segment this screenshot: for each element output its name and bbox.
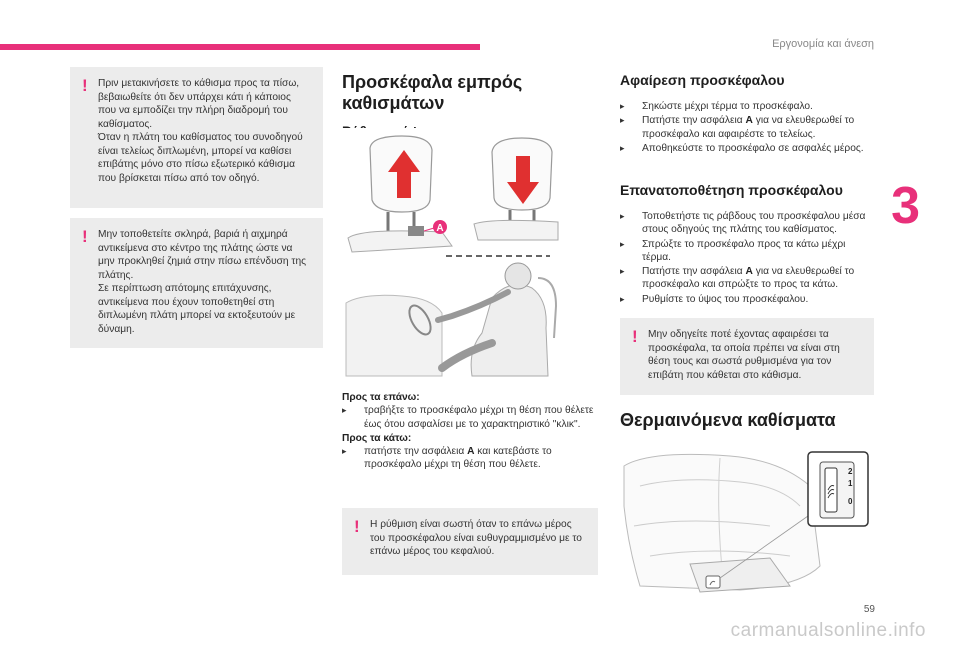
list-item-text: Ρυθμίστε το ύψος του προσκέφαλου. [642,293,809,305]
triangle-bullet-icon: ▸ [620,266,625,277]
triangle-bullet-icon: ▸ [620,238,625,249]
heated-seat-switch-small [706,576,720,588]
chapter-number: 3 [891,177,920,235]
warning-note-seat-move [70,67,323,208]
list-item-text: Τοποθετήστε τις ράβδους του προσκέφαλου μέσα στους οδηγούς της πλάτης του καθίσματος. [642,211,866,236]
list-item-text: Σπρώξτε το προσκέφαλο προς τα κάτω μέχρι τέρμα. [642,238,846,263]
list-item [620,238,876,265]
list-item [620,265,876,292]
exclamation-icon: ! [632,327,638,346]
note-text: Πριν μετακινήσετε το κάθισμα προς τα πίσω, βεβαιωθείτε ότι δεν υπάρχει κάτι ή κάποιος που να εμποδίζει την πλήρη διαδρομή του καθίσματος. Όταν η πλάτη του καθίσματος του συνοδηγού είναι τελείως διπλωμένη, μπορεί να καθίσει επιβάτης μόνο στο πίσω εξωτερικό κάθισμα που βρίσκεται πίσω από τον οδηγό. [98,78,303,184]
dial-level-2: 2 [848,467,853,476]
headrest-instructions [342,391,604,473]
up-heading: Προς τα επάνω: [342,392,420,403]
warning-note-no-headrests [620,318,874,395]
list-item-text: Πατήστε την ασφάλεια [642,266,746,278]
watermark: carmanualsonline.info [730,620,926,641]
down-heading: Προς τα κάτω: [342,432,412,444]
heated-seat-illustration [620,446,870,596]
triangle-bullet-icon: ▸ [620,293,625,304]
info-note-headrest-position [342,508,598,575]
triangle-bullet-icon: ▸ [620,101,625,111]
section-title: Αφαίρεση προσκέφαλου [620,72,785,88]
exclamation-icon: ! [82,227,88,246]
heated-seats-section [620,410,876,431]
heated-seat-figure [620,446,870,596]
headrest-adjust-figure [342,128,560,378]
section-title: Θερμαινόμενα καθίσματα [620,410,836,430]
exclamation-icon: ! [82,76,88,95]
list-item-text: Σηκώστε μέχρι τέρμα το προσκέφαλο. [642,101,813,112]
triangle-bullet-icon: ▸ [620,211,625,221]
refit-headrest-section [620,182,876,307]
dial-level-1: 1 [848,479,853,488]
label-a-text: A [436,223,444,234]
list-item-text: Αποθηκεύστε το προσκέφαλο σε ασφαλές μέρος. [642,142,864,154]
note-text: Μην τοποθετείτε σκληρά, βαριά ή αιχμηρά αντικείμενα στο κέντρο της πλάτης ώστε να μην προκληθεί ζημιά στην πίσω επένδυση της πλάτης. Σε περίπτωση απότομης επιτάχυνσης, αντικείμενα που έχουν τοποθετηθεί στη διπλωμένη πλάτη μπορεί να εκτοξευτούν με δύναμη. [98,229,307,335]
page-number: 59 [863,604,875,615]
list-item [620,100,876,113]
section-header: Εργονομία και άνεση [772,38,874,50]
list-item [620,142,876,155]
section-title: Επανατοποθέτηση προσκέφαλου [620,182,843,198]
list-item-text: τραβήξτε το προσκέφαλο μέχρι τη θέση που θέλετε έως ότου ασφαλίσει με το χαρακτηριστικό "κλικ". [364,405,594,430]
list-item-text: και κατεβάστε το προσκέφαλο μέχρι τη θέση που θέλετε. [364,446,552,471]
headrest-illustration [342,128,560,378]
key-label: A [467,446,475,458]
dial-level-0: 0 [848,497,853,506]
section-title: Προσκέφαλα εμπρός καθισμάτων [342,72,523,113]
warning-note-heavy-objects [70,218,323,348]
lock-button [408,226,424,236]
remove-headrest-section [620,72,876,156]
list-item [620,293,876,306]
list-item-text: για να ελευθερωθεί το προσκέφαλο και σπρώξτε το προς τα κάτω. [642,266,855,291]
list-item-text: Πατήστε την ασφάλεια [642,115,746,127]
list-item-text: πατήστε την ασφάλεια [364,446,468,458]
header-accent-bar [0,44,480,50]
list-item [620,114,876,141]
list-item [342,404,604,431]
note-text: Η ρύθμιση είναι σωστή όταν το επάνω μέρος του προσκέφαλου είναι ευθυγραμμισμένο με το επάνω μέρος του κεφαλιού. [370,519,582,557]
key-label: A [745,266,753,278]
exclamation-icon: ! [354,517,360,536]
triangle-bullet-icon: ▸ [342,405,347,416]
list-item [620,210,876,237]
note-text: Μην οδηγείτε ποτέ έχοντας αφαιρέσει τα προσκέφαλα, τα οποία πρέπει να είναι στη θέση τους και σωστά ρυθμισμένα για τον επιβάτη που κάθεται στο κάθισμα. [648,329,840,381]
triangle-bullet-icon: ▸ [620,115,625,126]
key-label: A [745,115,753,127]
list-item [342,445,604,472]
triangle-bullet-icon: ▸ [620,142,625,153]
list-item-text: για να ελευθερωθεί το προσκέφαλο και αφαιρέστε το τελείως. [642,115,855,140]
triangle-bullet-icon: ▸ [342,446,347,457]
